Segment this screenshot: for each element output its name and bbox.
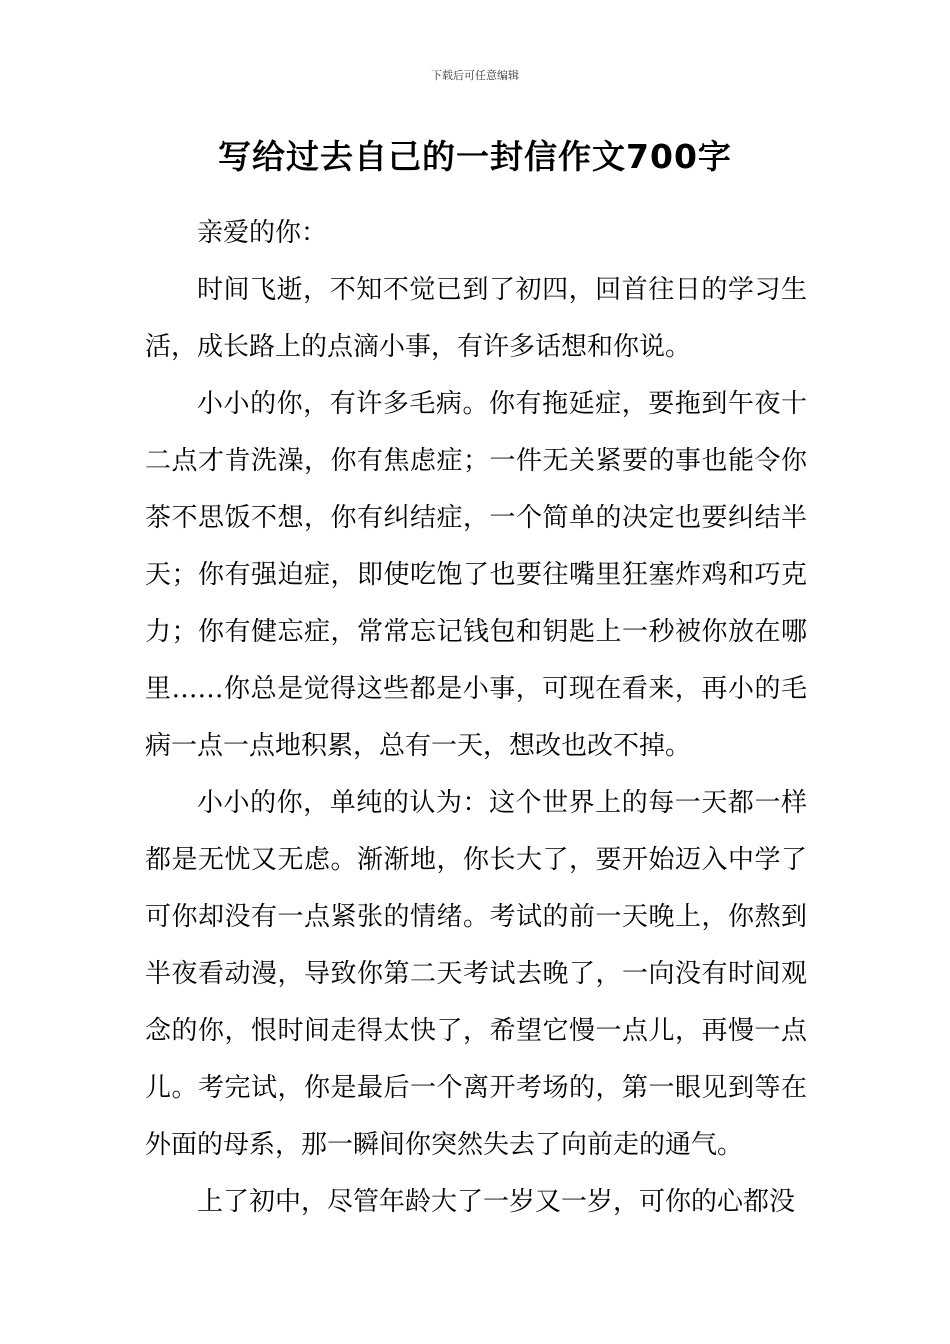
paragraph-3: 小小的你，单纯的认为：这个世界上的每一天都一样都是无忧又无虑。渐渐地，你长大了，要开始迈入中学了可你却没有一点紧张的情绪。考试的前一天晚上，你熬到半夜看动漫，导致你第二天考试去晚了，一向没有时间观念的你，恨时间走得太快了，希望它慢一点儿，再慢一点儿。考完试，你是最后一个离开考场的，第一眼见到等在外面的母系，那一瞬间你突然失去了向前走的通气。	[145, 788, 807, 1160]
paragraph-1: 时间飞逝，不知不觉已到了初四，回首往日的学习生活，成长路上的点滴小事，有许多话想和你说。	[145, 275, 807, 362]
paragraph-2: 小小的你，有许多毛病。你有拖延症，要拖到午夜十二点才肯洗澡，你有焦虑症；一件无关紧要的事也能令你茶不思饭不想，你有纠结症，一个简单的决定也要纠结半天；你有强迫症，即使吃饱了也要往嘴里狂塞炸鸡和巧克力；你有健忘症，常常忘记钱包和钥匙上一秒被你放在哪里……你总是觉得这些都是小事，可现在看来，再小的毛病一点一点地积累，总有一天，想改也改不掉。	[145, 389, 807, 761]
header-note: 下载后可任意编辑	[431, 69, 519, 82]
letter-body	[145, 205, 807, 1231]
salutation: 亲爱的你：	[197, 218, 328, 248]
document-title: 写给过去自己的一封信作文700字	[218, 137, 732, 176]
paragraph-4: 上了初中，尽管年龄大了一岁又一岁，可你的心都没	[197, 1187, 796, 1217]
